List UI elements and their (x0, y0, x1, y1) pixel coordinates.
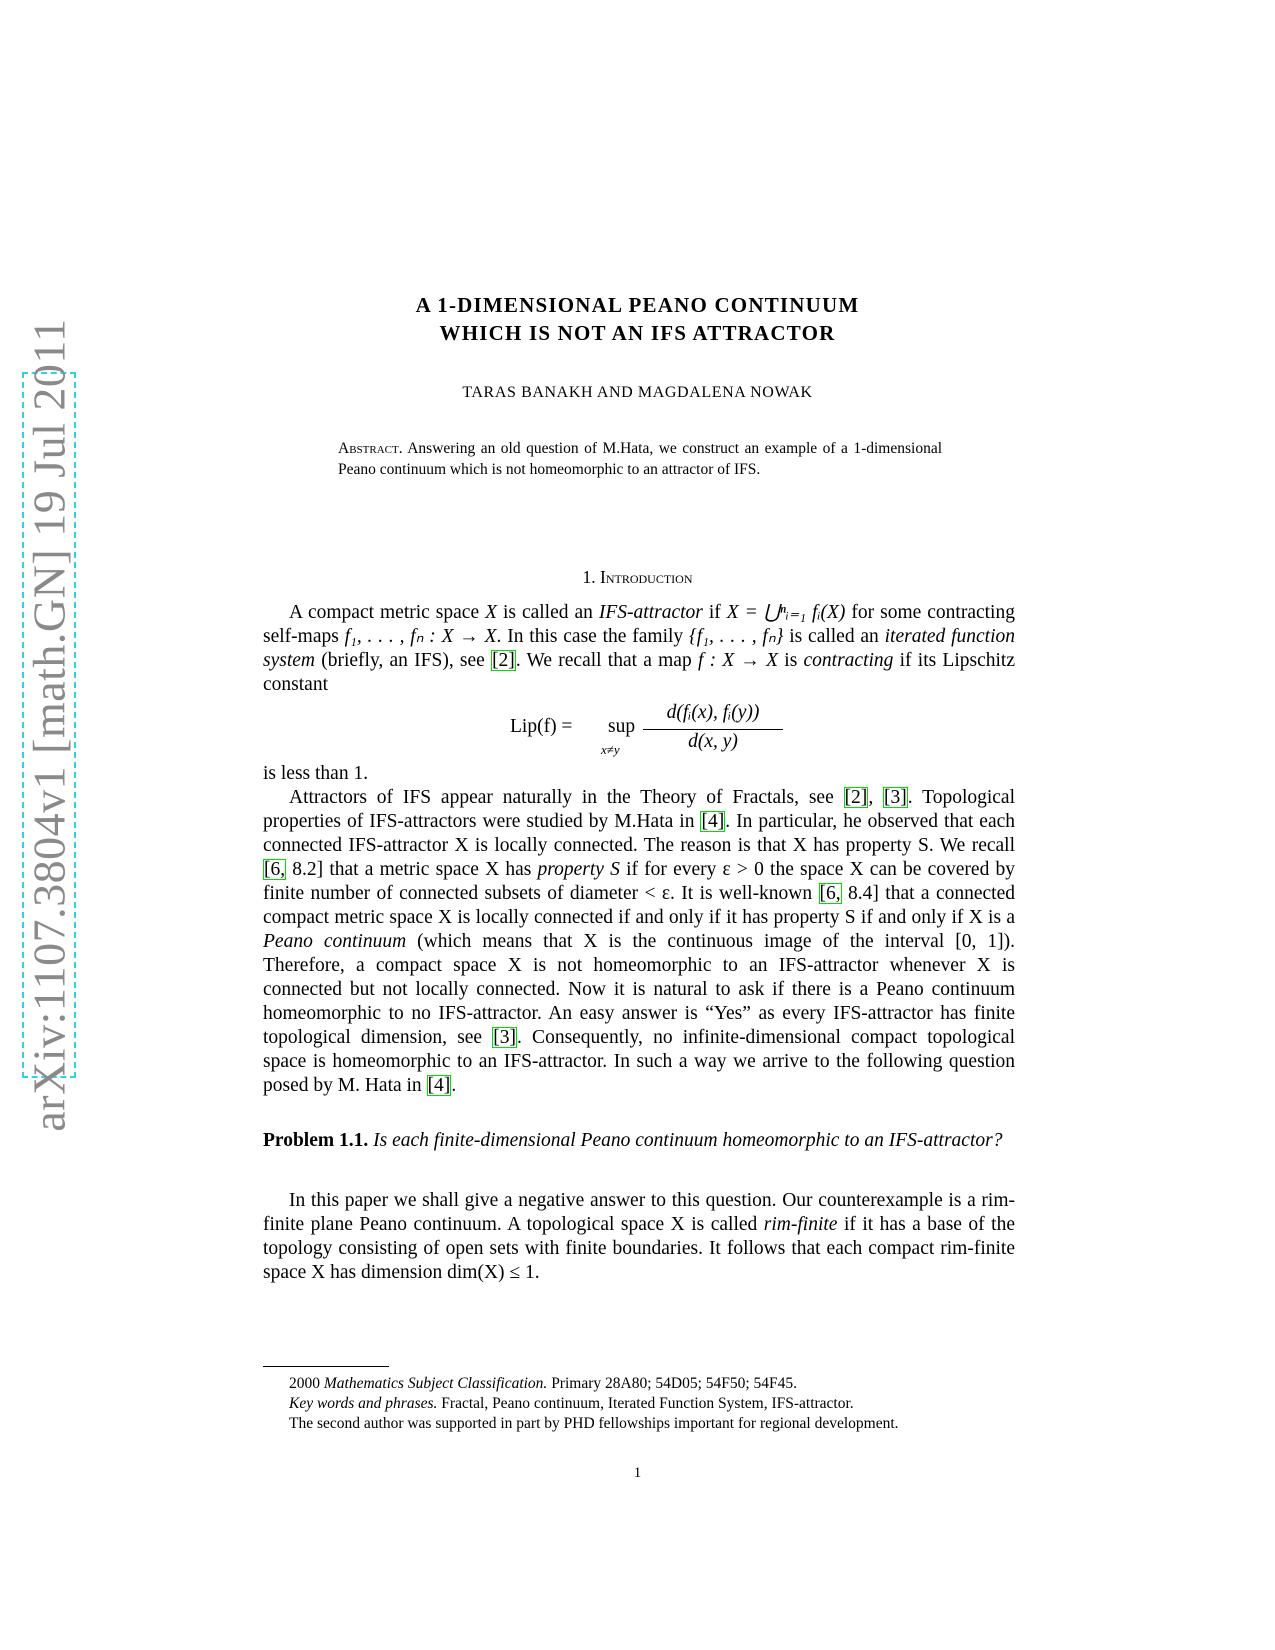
text: 2000 (289, 1375, 324, 1392)
term-rim-finite: rim-finite (763, 1214, 838, 1235)
footnote-keywords (263, 1394, 1015, 1414)
text: . In particular, he observed that each connected IFS-attractor X is locally connected. The reason is that X has property S. We recall (263, 811, 1016, 856)
math-maps: f₁, . . . , fₙ : X → X (344, 626, 497, 647)
citation-link[interactable]: [4] (701, 811, 725, 832)
paper-title-line-1: A 1-DIMENSIONAL PEANO CONTINUUM (415, 293, 860, 317)
term-peano-continuum: Peano continuum (263, 931, 407, 952)
text: In this paper we shall give a negative answer to this question. Our counterexample is a rim-finite plane Peano continuum. A topological space X is called (263, 1190, 1015, 1235)
text: , (868, 787, 884, 808)
text: . (451, 1075, 457, 1096)
section-title: Introduction (600, 567, 693, 587)
text: is (778, 650, 804, 671)
math-union-formula: X = ⋃ⁿᵢ₌₁ fᵢ(X) (726, 602, 846, 623)
paragraph-3 (263, 1189, 1015, 1285)
equation-denominator: d(x, y) (688, 731, 738, 752)
citation-link[interactable]: [2] (492, 650, 515, 671)
citation-link[interactable]: [3] (884, 787, 907, 808)
text: if (702, 602, 727, 623)
equation-lhs: Lip(f) = (510, 716, 573, 737)
footnote-msc (263, 1374, 1015, 1394)
math-map: f : X → X (697, 650, 779, 671)
text: . Topological properties of IFS-attractors were studied by M.Hata in (263, 787, 1016, 832)
page-number: 1 (633, 1465, 642, 1481)
text: 8.2] that a metric space X has (286, 859, 538, 880)
paper-title-line-2: WHICH IS NOT AN IFS ATTRACTOR (439, 321, 836, 345)
equation-sup: sup (608, 716, 636, 737)
footnote-label: Key words and phrases. (289, 1395, 438, 1412)
abstract-text: Answering an old question of M.Hata, we construct an example of a 1-dimensional Peano continuum which is not homeomorphic to an attractor of IFS. (338, 440, 942, 478)
equation-numerator: d(fᵢ(x), fᵢ(y)) (666, 702, 760, 723)
section-heading (260, 567, 1015, 588)
footnote-support: The second author was supported in part by PHD fellowships important for regional development. (289, 1415, 899, 1432)
math-family: {f₁, . . . , fₙ} (688, 626, 784, 647)
paragraph-2 (263, 762, 1015, 1098)
math-x: X (485, 602, 497, 623)
text: 8.4] that a connected compact metric space X is locally connected if and only if it has property S if and only if X is a (263, 883, 1015, 928)
text: Attractors of IFS appear naturally in the Theory of Fractals, see (289, 787, 844, 808)
text: Fractal, Peano continuum, Iterated Function System, IFS-attractor. (437, 1395, 854, 1412)
text: A compact metric space (289, 602, 486, 623)
citation-link[interactable]: [6, (264, 859, 286, 880)
term-property-s: property S (537, 859, 620, 880)
lipschitz-equation (263, 702, 1015, 760)
text: . In this case the family (496, 626, 689, 647)
abstract (338, 438, 942, 480)
term-contracting: contracting (803, 650, 894, 671)
footnote-rule (263, 1366, 389, 1367)
text: . We recall that a map (515, 650, 698, 671)
section-number: 1. (582, 567, 596, 587)
citation-link[interactable]: [2] (844, 787, 868, 808)
text: . Consequently, no infinite-dimensional compact topological space is homeomorphic to an IFS-attractor. In such a way we arrive to the following question posed by M. Hata in (263, 1027, 1015, 1096)
citation-link[interactable]: [6, (819, 883, 841, 904)
footnotes (263, 1374, 1015, 1434)
text: for some contracting self-maps (263, 602, 1015, 647)
text: (which means that X is the continuous image of the interval [0, 1]). Therefore, a compact space X is not homeomorphic to an IFS-attractor whenever X is connected but not locally connected. Now it is natural to ask if there is a Peano continuum homeomorphic to no IFS-attractor. An easy answer is “Yes” as every IFS-attractor has finite topological dimension, see (263, 931, 1015, 1048)
intro-paragraph (263, 601, 1015, 697)
text: Primary 28A80; 54D05; 54F50; 54F45. (547, 1375, 798, 1392)
problem-text: Is each finite-dimensional Peano continuum homeomorphic to an IFS-attractor? (373, 1130, 1003, 1151)
text: (briefly, an IFS), see (315, 650, 492, 671)
after-equation-text: is less than 1. (263, 763, 369, 784)
text: if it has a base of the topology consisting of open sets with finite boundaries. It follows that each compact rim-finite space X has dimension dim(X) ≤ 1. (263, 1214, 1015, 1283)
citation-link[interactable]: [3] (493, 1027, 517, 1048)
arxiv-stamp-text: arXiv:1107.3804v1 [math.GN] 19 Jul 2011 (23, 318, 75, 1132)
problem-statement (263, 1129, 1015, 1153)
footnote-label: Mathematics Subject Classification. (323, 1375, 548, 1392)
abstract-label: Abstract. (338, 440, 403, 457)
term-ifs: iterated function system (263, 626, 1015, 671)
text: is called an (783, 626, 885, 647)
citation-link[interactable]: [4] (427, 1075, 451, 1096)
term-ifs-attractor: IFS-attractor (598, 602, 703, 623)
authors: TARAS BANAKH AND MAGDALENA NOWAK (462, 384, 813, 401)
text: is called an (497, 602, 599, 623)
equation-sup-subscript: x≠y (601, 742, 620, 757)
arxiv-stamp (22, 318, 76, 1132)
text: if for every ε > 0 the space X can be covered by finite number of connected subsets of diameter < ε. It is well-known (263, 859, 1015, 904)
text: if its Lipschitz constant (263, 650, 1015, 695)
problem-label: Problem 1.1. (263, 1130, 369, 1151)
